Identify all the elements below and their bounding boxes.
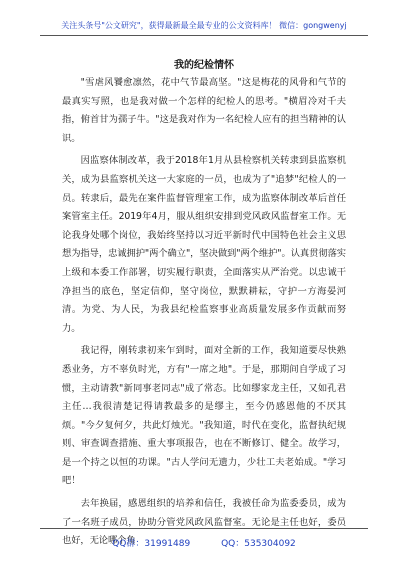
document-body bbox=[62, 74, 346, 555]
document-title: 我的纪检情怀 bbox=[174, 60, 234, 71]
header-divider bbox=[40, 35, 368, 36]
paragraph-4: 去年换届，感恩组织的培养和信任，我被任命为监委委员，成为了一名班子成员，协助分管党风政风监督室。无论是主任也好，委员也好，无论哪个角 bbox=[62, 498, 346, 547]
paragraph-1: "雪虐风饕愈凛然，花中气节最高坚。"这是梅花的风骨和气节的最真实写照，也是我对做一个怎样的纪检人的思考。"横眉冷对千夫指，俯首甘为孺子牛。"这是我对作为一名纪检人应有的担当精神的认识。 bbox=[62, 77, 346, 144]
footer-qq-group: QQ群：31991489 bbox=[112, 539, 191, 549]
header-banner: 关注头条号"公文研究"，获得最新最全最专业的公文资料库！ 微信：gongwenyj bbox=[61, 21, 347, 30]
paragraph-3: 我记得，刚转隶初来乍到时，面对全新的工作，我知道要尽快熟悉业务，方不辜负时光，方有"一席之地"。于是，那期间自学成了习惯，主动请教"新同事老同志"成了常态。比如缪家龙主任，又如孔君主任…我很清楚记得请教最多的是缪主，至今仍感恩他的不厌其烦。"今夕复何夕，共此灯烛光。"我知道，时代在变化，监督执纪规则、审查调查措施、重大事项报告，也在不断修订、健全。故学习，是一个持之以恒的功课。"古人学问无遗力，少壮工夫老始成。"学习吧！ bbox=[62, 345, 346, 487]
footer-qq: QQ：535304092 bbox=[221, 539, 296, 549]
paragraph-2: 因监察体制改革，我于2018年1月从县检察机关转隶到县监察机关，成为县监察机关这一大家庭的一员，也成为了"追梦"纪检人的一员。转隶后，最先在案件监督管理室工作，成为监察体制改革后首任案管室主任。2019年4月，服从组织安排到党风政风监督室工作。无论我身处哪个岗位，我始终坚持以习近平新时代中国特色社会主义思想为指导，忠诚拥护"两个确立"，坚决做到"两个维护"。认真贯彻落实上级和本委工作部署，切实履行职责，全面落实从严治党。以忠诚干净担当的底色，坚定信仰，坚守岗位，默默耕耘，守护一方海晏河清。为党、为人民，为我县纪检监察事业高质量发展多作贡献而努力。 bbox=[62, 155, 346, 334]
footer-contacts bbox=[0, 536, 408, 549]
footer-divider bbox=[40, 528, 368, 529]
